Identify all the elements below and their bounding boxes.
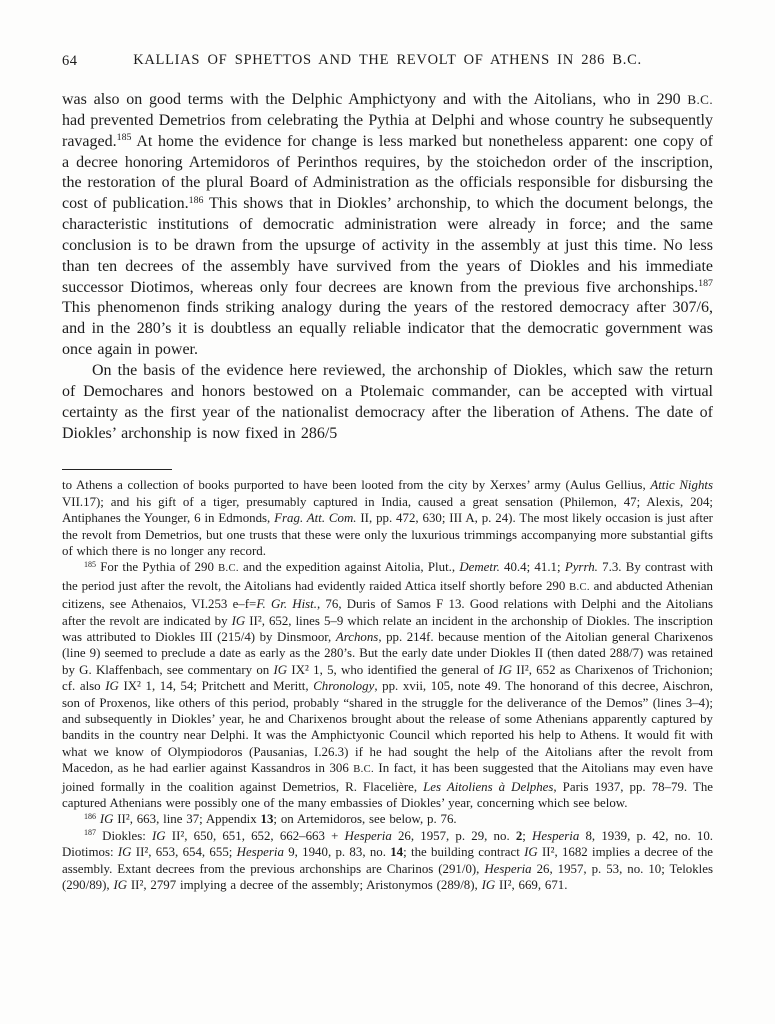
footnotes-section xyxy=(62,477,713,893)
text-block xyxy=(62,52,713,894)
footnote-186: $^{186}$ IG II², 663, line 37; Appendix 13; on Artemidoros, see below, p. 76. xyxy=(84,812,457,827)
running-title: KALLIAS OF SPHETTOS AND THE REVOLT OF ATHENS IN 286 B.C. xyxy=(133,52,642,68)
footnote-continuation: to Athens a collection of books purported to have been looted from the city by Xerxes’ army (Aulus Gellius, Attic Nights VII.17); and his gift of a tiger, presumably captured in India, caused a great sensation (Philemon, 47; Alexis, 204; Antiphanes the Younger, 6 in Edmonds, Frag. Att. Com. II, pp. 472, 630; III A, p. 24). The most likely occasion is just after the revolt from Demetrios, but one trusts that these were only the luxurious trimmings accompanying more substantial gifts of which there is no longer any record. xyxy=(62,478,713,558)
body-paragraph-2: On the basis of the evidence here reviewed, the archonship of Diokles, which saw the return of Demochares and honors bestowed on a Ptolemaic commander, can be accepted with virtual certainty as the first year of the nationalist democracy after the liberation of Athens. The date of Diokles’ archonship is now fixed in 286/5 xyxy=(62,361,713,442)
body-paragraph-1: was also on good terms with the Delphic Amphictyony and with the Aitolians, who in 290 B.C. had prevented Demetrios from celebrating the Pythia at Delphi and whose country he subsequently ravaged.$^{185}$ At home the evidence for change is less marked but nonetheless apparent: one copy of a decree honoring Artemidoros of Perinthos requires, by the stoichedon order of the inscription, the restoration of the plural Board of Administration as the officials responsible for disbursing the cost of publication.$^{186}$ This shows that in Diokles’ archonship, to which the document belongs, the characteristic institutions of democratic administration were already in force; and the same conclusion is to be drawn from the upsurge of activity in the assembly at just this time. No less than ten decrees of the assembly have survived from the years of Diokles and his immediate successor Diotimos, whereas only four decrees are known from the previous five archonships.$^{187}$ This phenomenon finds striking analogy during the years of the restored democracy after 307/6, and in the 280’s it is doubtless an equally reliable indicator that the democratic government was once again in power. xyxy=(62,91,713,359)
footnote-185: $^{185}$ For the Pythia of 290 B.C. and the expedition against Aitolia, Plut., Demetr. 40.4; 41.1; Pyrrh. 7.3. By contrast with the period just after the revolt, the Aitolians had evidently raided Attica itself shortly before 290 B.C. and abducted Athenian citizens, see Athenaios, VI.253 e–f=F. Gr. Hist., 76, Duris of Samos F 13. Good relations with Delphi and the Aitolians after the revolt are indicated by IG II², 652, lines 5–9 which relate an incident in the archonship of Diokles. The inscription was attributed to Diokles III (215/4) by Dinsmoor, Archons, pp. 214f. because mention of the Aitolian general Charixenos (line 9) seemed to preclude a date as early as the 280’s. But the early date under Diokles II (then dated 288/7) was retained by G. Klaffenbach, see commentary on IG IX² 1, 5, who identified the general of IG II², 652 as Charixenos of Trichonion; cf. also IG IX² 1, 14, 54; Pritchett and Meritt, Chronology, pp. xvii, 105, note 49. The honorand of this decree, Aischron, son of Proxenos, like others of this period, probably “shared in the struggle for the deliverance of the Demos” (lines 3–4); and subsequently in Diokles’ year, he and Charixenos brought about the release of some Athenians apparently captured by bandits in the country near Delphi. It was the Amphictyonic Council which reported his help to Athens. It would fit with what we know of Olympiodoros (Pausanias, I.26.3) if he had sought the help of the Aitolians after the revolt from Macedon, as he had earlier against Kassandros in 306 B.C. In fact, it has been suggested that the Aitolians may even have joined formally in the coalition against Demetrios, R. Flacelière, Les Aitoliens à Delphes, Paris 1937, pp. 78–79. The captured Athenians were possibly one of the many embassies of Diokles’ year, concerning which see below. xyxy=(62,559,714,811)
page-header xyxy=(62,52,713,69)
footnote-187: $^{187}$ Diokles: IG II², 650, 651, 652, 662–663 + Hesperia 26, 1957, p. 29, no. 2; Hesperia 8, 1939, p. 42, no. 10. Diotimos: IG II², 653, 654, 655; Hesperia 9, 1940, p. 83, no. 14; the building contract IG II², 1682 implies a decree of the assembly. Extant decrees from the previous archonships are Charinos (291/0), Hesperia 26, 1957, p. 53, no. 10; Telokles (290/89), IG II², 2797 implying a decree of the assembly; Aristonymos (289/8), IG II², 669, 671. xyxy=(62,828,714,893)
body-text xyxy=(62,90,713,444)
page-number: 64 xyxy=(62,53,78,69)
footnote-separator-rule xyxy=(62,469,172,470)
